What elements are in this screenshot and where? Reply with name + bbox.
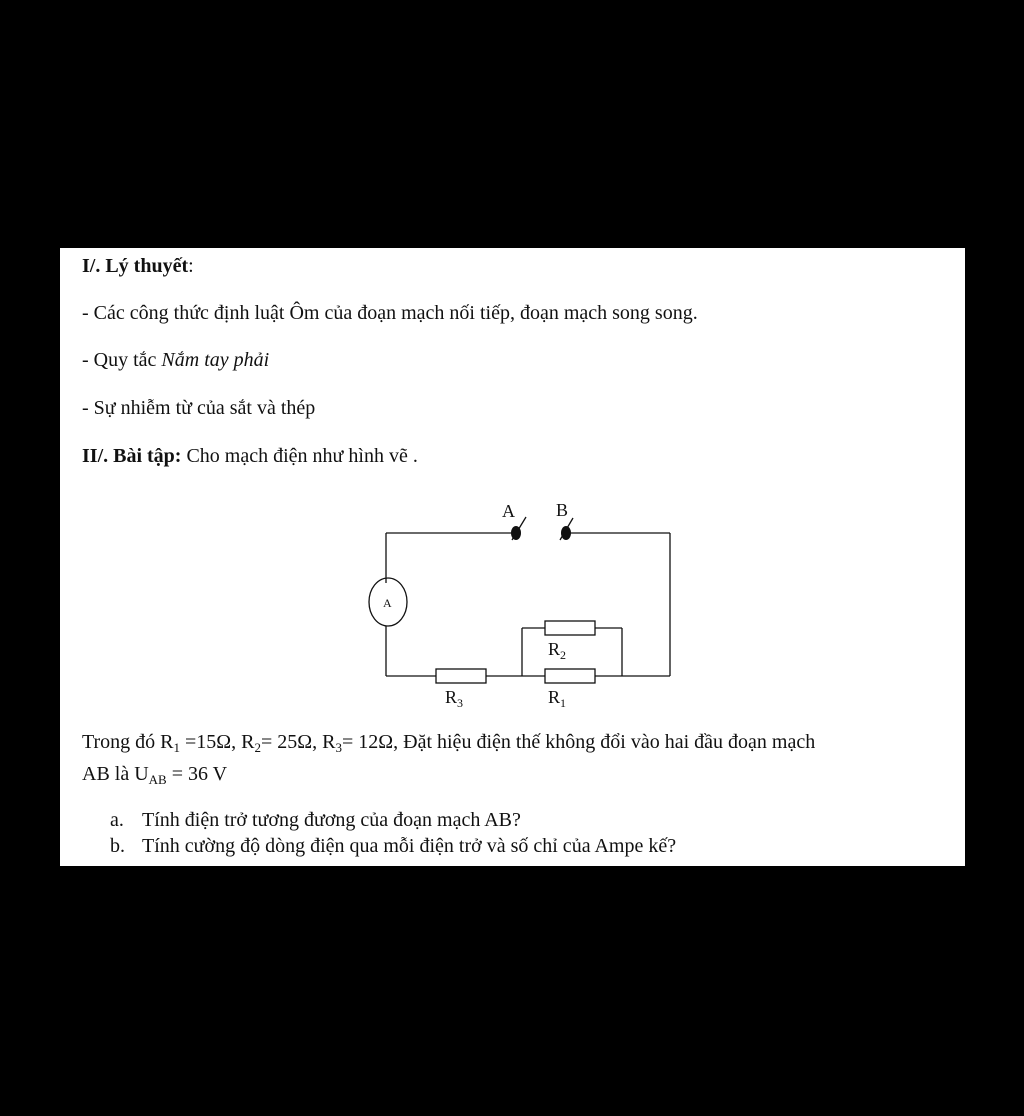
resistor-r3 [436,669,486,683]
problem-statement-line-2: AB là $U_{AB} = 36$ V [82,763,228,787]
exercise-heading: II/. Bài tập: Cho mạch điện như hình vẽ . [82,445,418,467]
r1-label: $R_1$ [548,687,567,710]
ammeter-label: A [383,596,392,610]
circuit-diagram [360,493,680,713]
r3-label: $R_3$ [445,687,464,710]
resistor-r2 [545,621,595,635]
question-a: a. Tính điện trở tương đương của đoạn mạch AB? [110,809,521,831]
theory-item-ohm-law: - Các công thức định luật Ôm của đoạn mạch nối tiếp, đoạn mạch song song. [82,302,698,324]
r2-label: $R_2$ [548,639,567,662]
theory-heading: I/. Lý thuyết: [82,255,194,277]
theory-item-magnetization: - Sự nhiễm từ của sắt và thép [82,397,316,419]
theory-item-right-hand-rule: - Quy tắc Nắm tay phải [82,349,270,371]
terminal-b-dot [561,526,571,540]
terminal-a-dot [511,526,521,540]
terminal-a-label: A [502,501,515,521]
problem-statement-line-1: Trong đó $R_1 =15\Omega$, $R_2= 25\Omega$, $R_3= 12\Omega$, Đặt hiệu điện thế không đổi vào hai đầu đoạn mạch [82,731,816,755]
resistor-r1 [545,669,595,683]
document-page [60,248,965,866]
terminal-b-label: B [556,500,569,520]
question-b: b. Tính cường độ dòng điện qua mỗi điện trở và số chỉ của Ampe kế? [110,835,677,857]
